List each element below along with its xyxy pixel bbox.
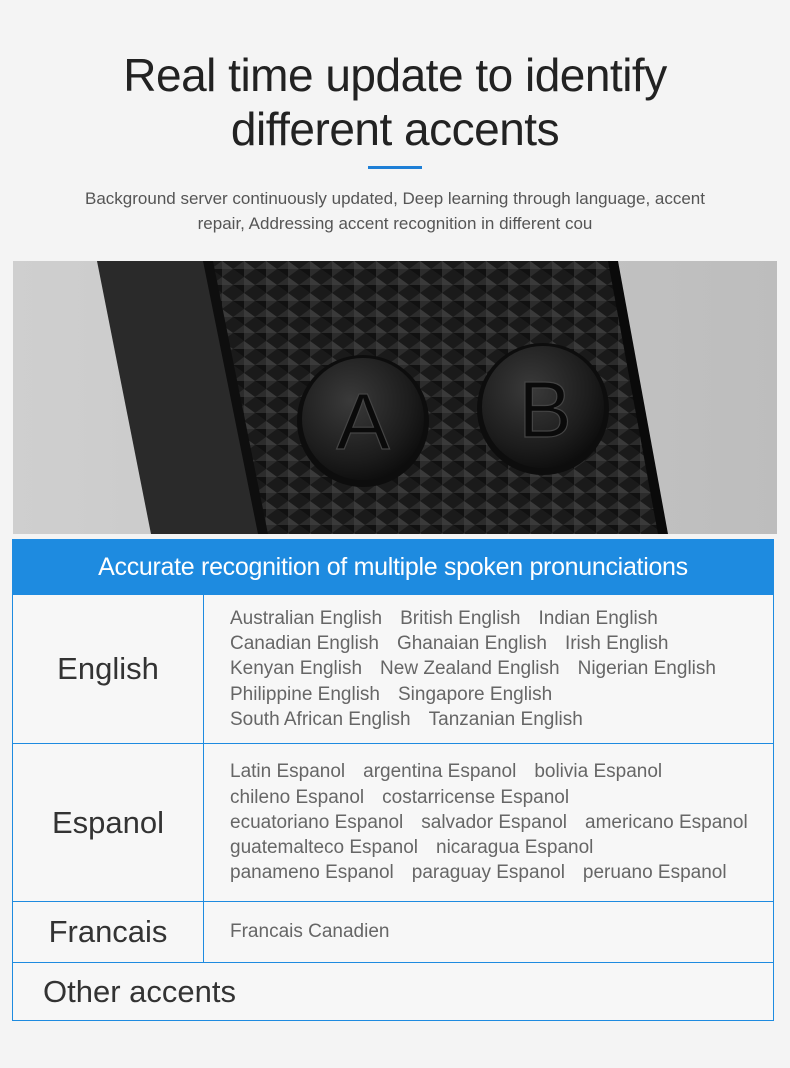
list-item: Francais Canadien — [230, 921, 390, 943]
product-photo — [13, 261, 777, 534]
list-item: Latin Espanol — [230, 761, 346, 783]
accent-line — [230, 785, 773, 810]
list-item: Kenyan English — [230, 658, 363, 680]
list-item: americano Espanol — [585, 811, 748, 833]
subtitle — [40, 186, 750, 236]
accent-line — [230, 682, 773, 707]
accent-list — [205, 902, 773, 962]
list-item: salvador Espanol — [421, 811, 568, 833]
list-item: nicaragua Espanol — [436, 837, 594, 859]
svg-text:B: B — [518, 365, 572, 454]
button-b-icon — [477, 343, 609, 475]
accent-line — [230, 606, 773, 631]
subtitle-line-2: repair, Addressing accent recognition in different cou — [197, 214, 593, 233]
list-item: Singapore English — [398, 683, 553, 705]
accent-list — [205, 595, 773, 743]
accent-line — [230, 656, 773, 681]
accent-line — [230, 631, 773, 656]
list-item: South African English — [230, 708, 411, 730]
other-accents-label: Other accents — [43, 973, 236, 1009]
list-item: argentina Espanol — [363, 761, 517, 783]
list-item: Canadian English — [230, 633, 379, 655]
table-row — [13, 594, 773, 743]
list-item: Indian English — [538, 607, 658, 629]
list-item: chileno Espanol — [230, 786, 365, 808]
list-item: paraguay Espanol — [411, 862, 565, 884]
table-header: Accurate recognition of multiple spoken pronunciations — [13, 540, 773, 594]
list-item: bolivia Espanol — [534, 761, 663, 783]
list-item: ecuatoriano Espanol — [230, 811, 404, 833]
accent-list — [205, 744, 773, 901]
table-row — [13, 962, 773, 1020]
list-item: Ghanaian English — [396, 633, 547, 655]
list-item: guatemalteco Espanol — [230, 837, 419, 859]
accent-line — [230, 810, 773, 835]
accent-line — [230, 860, 773, 885]
page-title — [0, 48, 790, 156]
title-line-1: Real time update to identify — [123, 49, 667, 101]
accent-table — [12, 539, 774, 1021]
title-underline — [368, 166, 422, 169]
table-row — [13, 901, 773, 962]
accent-line — [230, 919, 773, 944]
language-label: Francais — [13, 902, 204, 962]
list-item: British English — [400, 607, 521, 629]
list-item: Australian English — [230, 607, 383, 629]
language-label: Espanol — [13, 744, 204, 901]
title-line-2: different accents — [230, 103, 560, 155]
subtitle-line-1: Background server continuously updated, Deep learning through language, accent — [85, 189, 705, 208]
list-item: Tanzanian English — [428, 708, 583, 730]
accent-line — [230, 759, 773, 784]
list-item: costarricense Espanol — [382, 786, 570, 808]
accent-line — [230, 707, 773, 732]
button-a-icon — [297, 355, 429, 487]
list-item: peruano Espanol — [582, 862, 727, 884]
list-item: panameno Espanol — [230, 862, 394, 884]
table-row — [13, 743, 773, 901]
language-label: English — [13, 595, 204, 743]
list-item: New Zealand English — [380, 658, 560, 680]
list-item: Nigerian English — [577, 658, 716, 680]
list-item: Philippine English — [230, 683, 380, 705]
accent-line — [230, 835, 773, 860]
list-item: Irish English — [564, 633, 669, 655]
svg-text:A: A — [336, 377, 390, 466]
